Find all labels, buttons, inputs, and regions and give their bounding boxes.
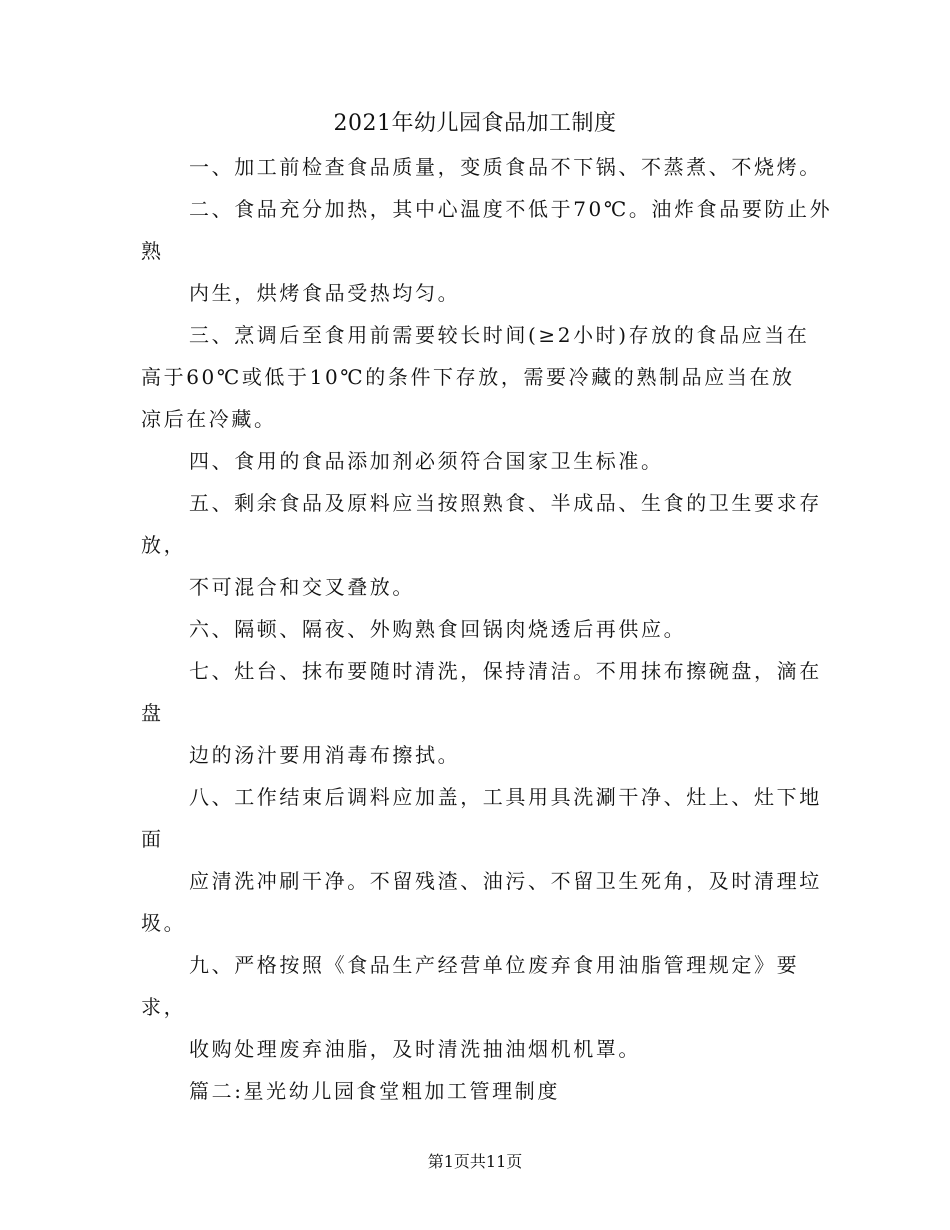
paragraph-line: 应清洗冲刷干净。不留残渣、油污、不留卫生死角，及时清理垃 — [189, 869, 822, 893]
paragraph-line-wrap: 盘 — [141, 701, 164, 725]
paragraph-line: 三、烹调后至食用前需要较长时间(≥2小时)存放的食品应当在 — [189, 323, 810, 347]
paragraph-line: 六、隔顿、隔夜、外购熟食回锅肉烧透后再供应。 — [189, 617, 687, 641]
document-body — [141, 146, 833, 1112]
paragraph-line: 圾。 — [141, 911, 187, 935]
page-footer: 第1页共11页 — [427, 1152, 523, 1171]
paragraph-line: 八、工作结束后调料应加盖，工具用具洗涮干净、灶上、灶下地 — [189, 785, 822, 809]
paragraph-line-wrap: 面 — [141, 827, 164, 851]
paragraph-line: 高于60℃或低于10℃的条件下存放，需要冷藏的熟制品应当在放 — [141, 365, 795, 389]
paragraph-line: 二、食品充分加热，其中心温度不低于70℃。油炸食品要防止外 — [189, 197, 833, 221]
paragraph-line: 七、灶台、抹布要随时清洗，保持清洁。不用抹布擦碗盘，滴在 — [189, 659, 822, 683]
paragraph-line-wrap: 求， — [141, 995, 187, 1019]
paragraph-line: 边的汤汁要用消毒布擦拭。 — [189, 743, 461, 767]
paragraph-line-wrap: 放， — [141, 533, 187, 557]
paragraph-line: 四、食用的食品添加剂必须符合国家卫生标准。 — [189, 449, 664, 473]
paragraph-line: 不可混合和交叉叠放。 — [189, 575, 415, 599]
paragraph-line: 凉后在冷藏。 — [141, 407, 277, 431]
paragraph-line: 五、剩余食品及原料应当按照熟食、半成品、生食的卫生要求存 — [189, 491, 822, 515]
paragraph-line: 内生，烘烤食品受热均匀。 — [189, 281, 461, 305]
section-heading: 篇二:星光幼儿园食堂粗加工管理制度 — [189, 1079, 560, 1103]
paragraph-line: 收购处理废弃油脂，及时清洗抽油烟机机罩。 — [189, 1037, 641, 1061]
paragraph-line: 一、加工前检查食品质量，变质食品不下锅、不蒸煮、不烧烤。 — [189, 155, 822, 179]
document-title: 2021年幼儿园食品加工制度 — [333, 111, 617, 136]
paragraph-line: 九、严格按照《食品生产经营单位废弃食用油脂管理规定》要 — [189, 953, 800, 977]
paragraph-line-wrap: 熟 — [141, 239, 164, 263]
